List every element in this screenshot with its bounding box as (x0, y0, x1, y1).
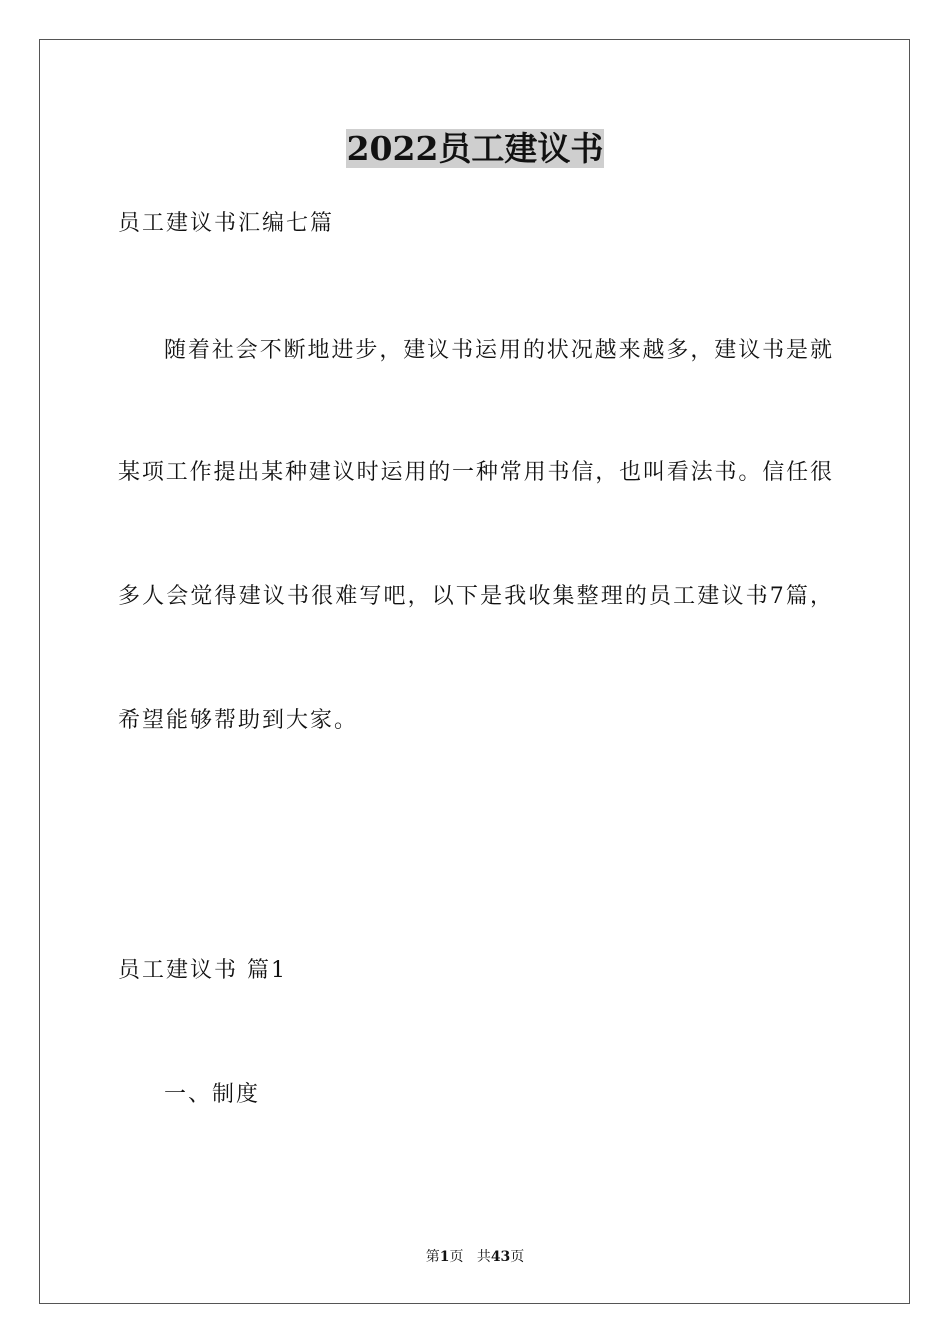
section-heading: 员工建议书 篇1 (118, 958, 287, 983)
intro-line-3: 多人会觉得建议书很难写吧，以下是我收集整理的员工建议书7篇， (118, 584, 832, 609)
footer-page-number: 1 (439, 1249, 450, 1265)
document-subtitle: 员工建议书汇编七篇 (118, 211, 335, 236)
page-footer (0, 1247, 950, 1267)
footer-page-suffix: 页 (449, 1249, 464, 1265)
document-title (0, 126, 950, 172)
subsection-heading: 一、制度 (164, 1082, 261, 1107)
footer-total-prefix: 共 (476, 1249, 491, 1265)
footer-total-pages: 43 (490, 1249, 511, 1265)
document-title-text: 2022员工建议书 (346, 129, 604, 168)
intro-line-1: 随着社会不断地进步，建议书运用的状况越来越多，建议书是就 (164, 338, 832, 363)
footer-page-prefix: 第 (425, 1249, 440, 1265)
intro-line-4: 希望能够帮助到大家。 (118, 708, 359, 733)
intro-line-2: 某项工作提出某种建议时运用的一种常用书信，也叫看法书。信任很 (118, 460, 832, 485)
footer-total-suffix: 页 (510, 1249, 525, 1265)
